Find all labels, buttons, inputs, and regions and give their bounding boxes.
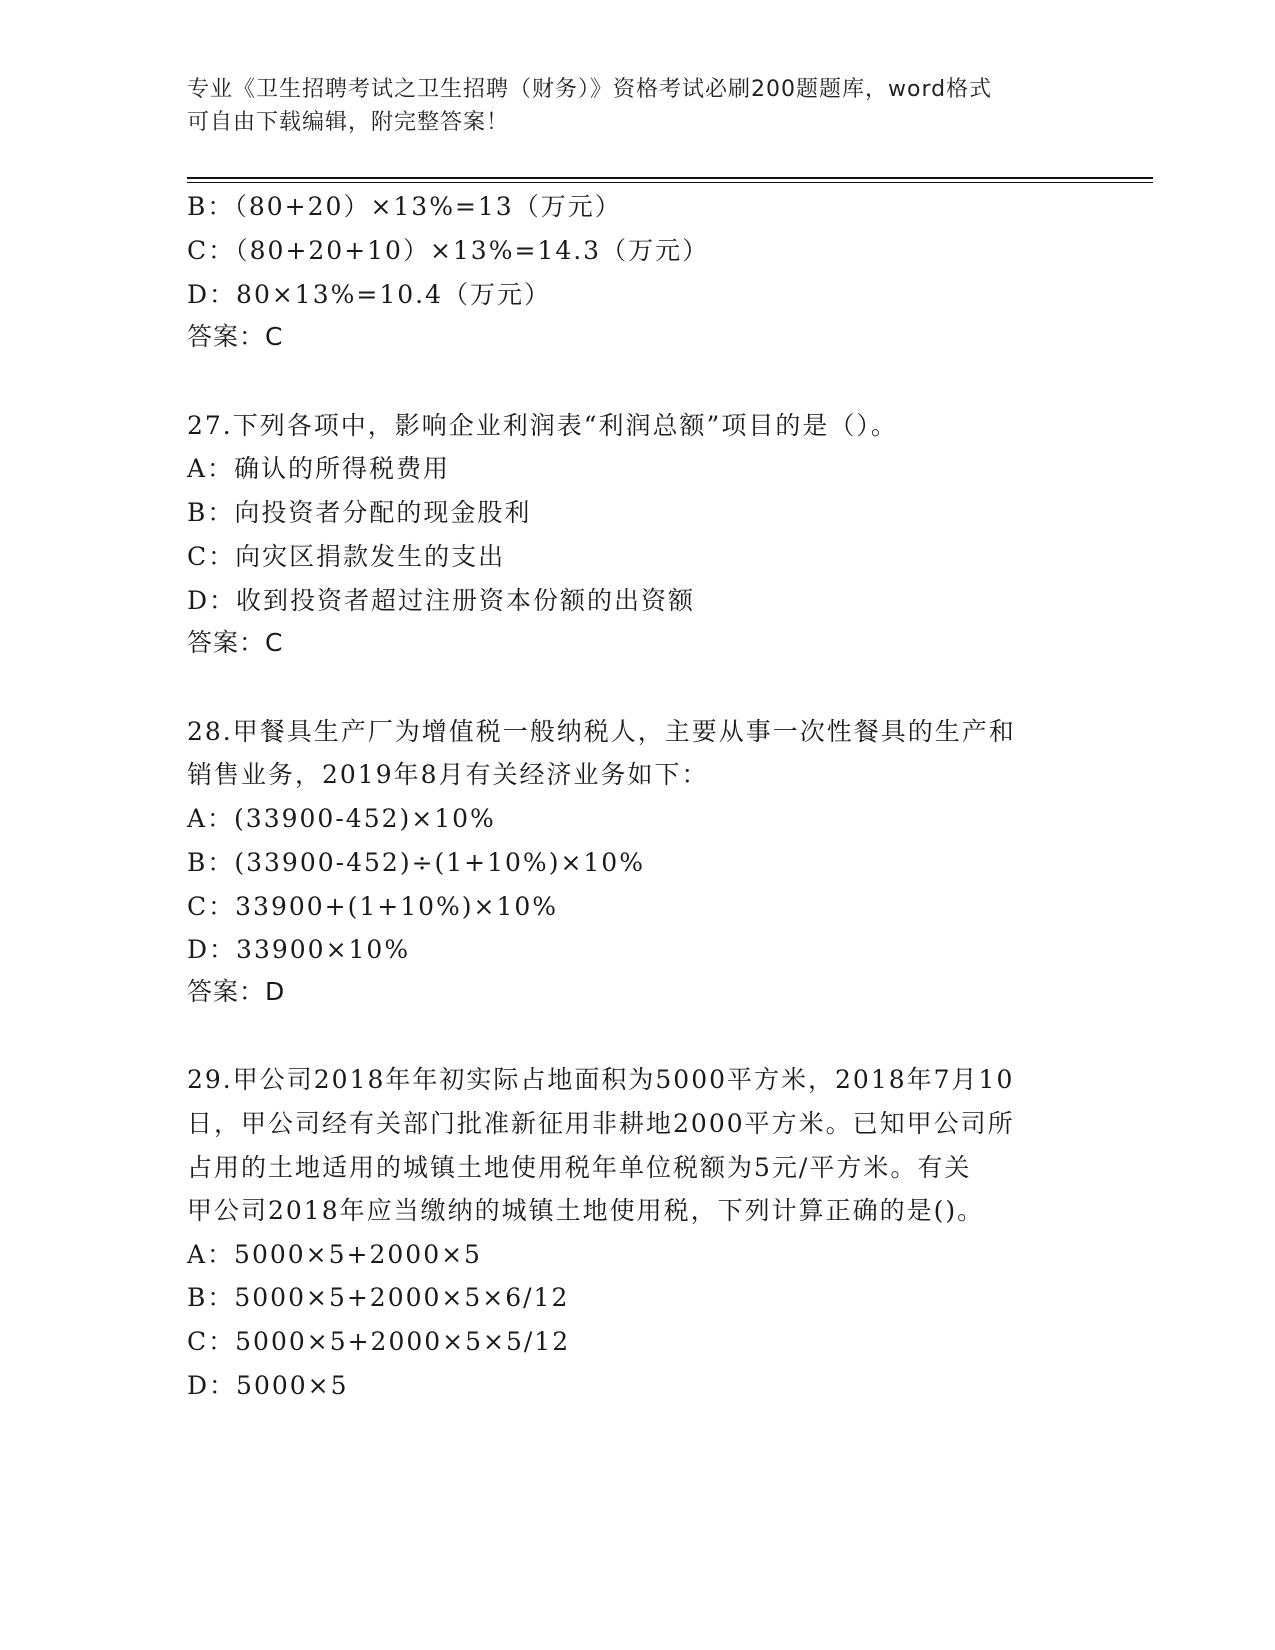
q29-stem-line-4: 甲公司2018年应当缴纳的城镇土地使用税，下列计算正确的是()。 (187, 1196, 985, 1225)
q28-option-d: D：33900×10% (187, 935, 411, 964)
q27-option-b: B：向投资者分配的现金股利 (187, 498, 532, 527)
q27-option-c: C：向灾区捐款发生的支出 (187, 542, 506, 571)
header-title-line-2: 可自由下载编辑，附完整答案！ (187, 110, 510, 135)
q28-option-b: B：(33900-452)÷(1+10%)×10% (187, 848, 645, 877)
q28-option-a: A：(33900-452)×10% (187, 804, 496, 833)
q27-stem: 27.下列各项中，影响企业利润表“利润总额”项目的是（）。 (187, 411, 898, 440)
q26-option-b: B：（80+20）×13%=13（万元） (187, 192, 622, 221)
header-divider-thick (187, 177, 1153, 179)
q29-option-d: D：5000×5 (187, 1371, 349, 1400)
q27-answer: 答案：C (187, 628, 284, 657)
q29-stem-line-2: 日，甲公司经有关部门批准新征用非耕地2000平方米。已知甲公司所 (187, 1109, 1015, 1138)
q28-stem-line-1: 28.甲餐具生产厂为增值税一般纳税人，主要从事一次性餐具的生产和 (187, 717, 1016, 746)
q26-option-d: D：80×13%=10.4（万元） (187, 280, 551, 309)
q29-stem-line-1: 29.甲公司2018年年初实际占地面积为5000平方米，2018年7月10 (187, 1065, 1015, 1094)
q26-answer: 答案：C (187, 322, 284, 351)
q27-option-a: A：确认的所得税费用 (187, 454, 451, 483)
q29-option-c: C：5000×5+2000×5×5/12 (187, 1327, 571, 1356)
q27-option-d: D：收到投资者超过注册资本份额的出资额 (187, 586, 696, 615)
q28-answer: 答案：D (187, 977, 286, 1006)
page-header (187, 73, 1067, 139)
q28-option-c: C：33900+(1+10%)×10% (187, 892, 559, 921)
q26-option-c: C：（80+20+10）×13%=14.3（万元） (187, 236, 710, 265)
q29-option-a: A：5000×5+2000×5 (187, 1240, 482, 1269)
q28-stem-line-2: 销售业务，2019年8月有关经济业务如下： (187, 760, 709, 789)
header-title-line-1: 专业《卫生招聘考试之卫生招聘（财务）》资格考试必刷200题题库，word格式 (187, 77, 993, 102)
header-divider-thin (187, 182, 1153, 183)
q29-option-b: B：5000×5+2000×5×6/12 (187, 1283, 570, 1312)
q29-stem-line-3: 占用的土地适用的城镇土地使用税年单位税额为5元/平方米。有关 (187, 1153, 972, 1182)
